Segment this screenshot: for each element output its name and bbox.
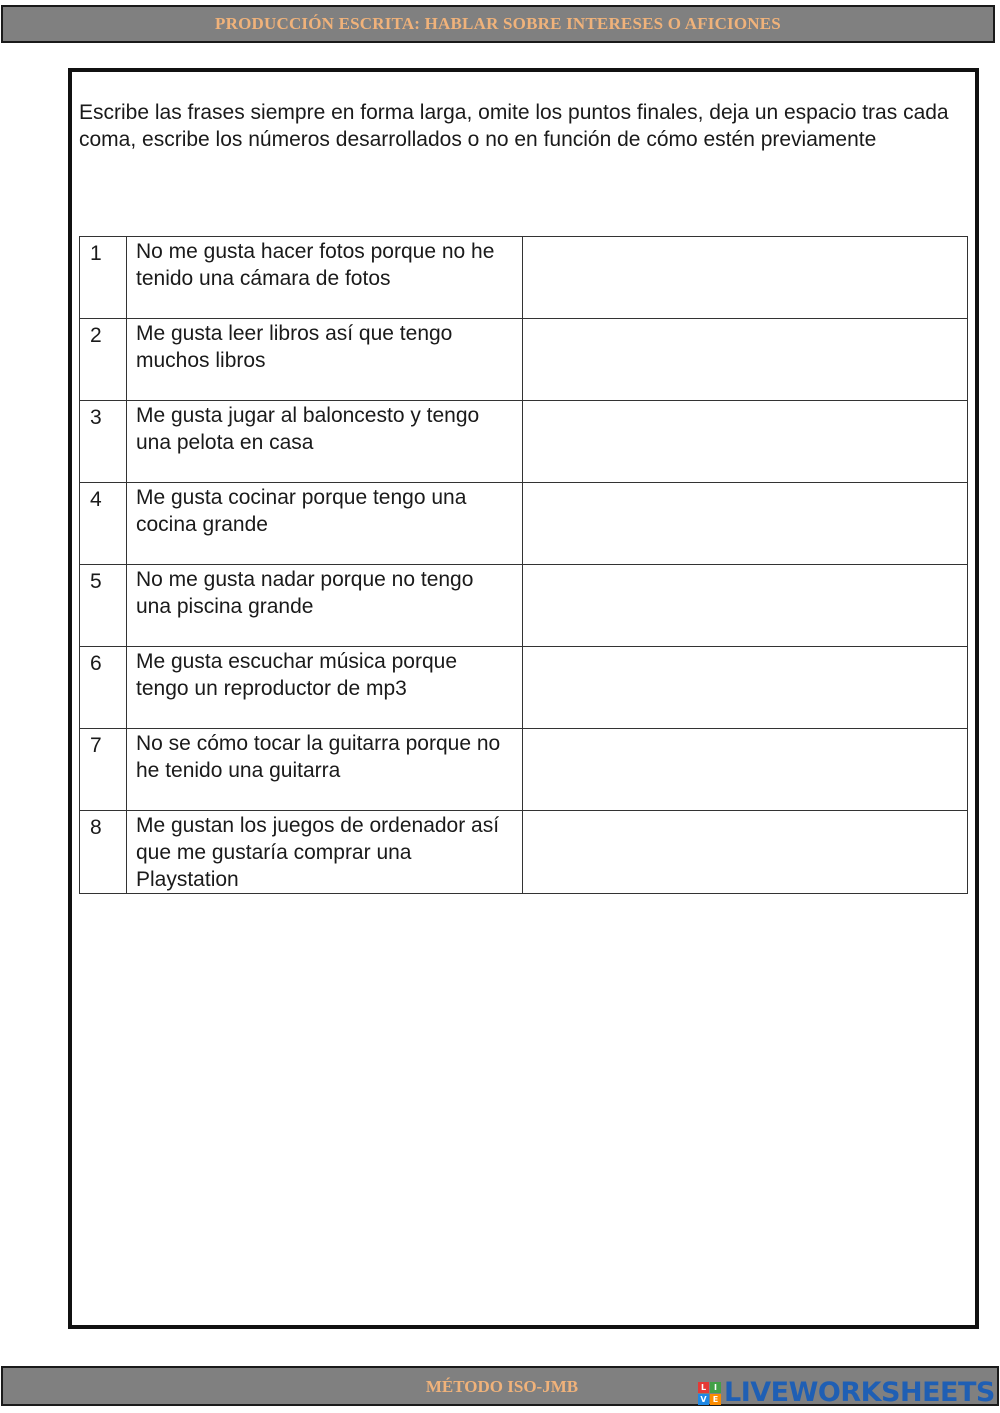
exercise-sentence: Me gusta escuchar música porque tengo un reproductor de mp3: [127, 647, 523, 729]
answer-input[interactable]: [523, 401, 967, 481]
table-row: [80, 565, 968, 647]
answer-cell: [523, 729, 968, 811]
exercise-sentence: No me gusta nadar porque no tengo una piscina grande: [127, 565, 523, 647]
exercise-number: 2: [80, 319, 127, 401]
logo-letter: V: [698, 1394, 709, 1405]
answer-input[interactable]: [523, 565, 967, 645]
answer-cell: [523, 811, 968, 894]
exercise-number: 4: [80, 483, 127, 565]
answer-cell: [523, 565, 968, 647]
logo-letter: E: [710, 1394, 721, 1405]
exercise-sentence: No me gusta hacer fotos porque no he tenido una cámara de fotos: [127, 237, 523, 319]
exercise-number: 7: [80, 729, 127, 811]
answer-cell: [523, 483, 968, 565]
logo-letter: L: [698, 1382, 709, 1393]
answer-cell: [523, 647, 968, 729]
answer-input[interactable]: [523, 319, 967, 399]
exercise-sentence: Me gustan los juegos de ordenador así que me gustaría comprar una Playstation: [127, 811, 523, 894]
table-row: [80, 729, 968, 811]
answer-input[interactable]: [523, 237, 967, 317]
exercise-number: 6: [80, 647, 127, 729]
instructions-text: Escribe las frases siempre en forma larga, omite los puntos finales, deja un espacio tras cada coma, escribe los números desarrollados o no en función de cómo estén previamente: [79, 101, 949, 151]
exercise-sentence: No se cómo tocar la guitarra porque no he tenido una guitarra: [127, 729, 523, 811]
logo-letter: I: [710, 1382, 721, 1393]
exercise-sentence: Me gusta jugar al baloncesto y tengo una pelota en casa: [127, 401, 523, 483]
exercise-number: 8: [80, 811, 127, 894]
footer-title: MÉTODO ISO-JMB: [425, 1377, 579, 1396]
table-row: [80, 483, 968, 565]
exercise-number: 1: [80, 237, 127, 319]
answer-cell: [523, 319, 968, 401]
page-title: PRODUCCIÓN ESCRITA: HABLAR SOBRE INTERESES O AFICIONES: [215, 14, 781, 33]
answer-input[interactable]: [523, 729, 967, 809]
table-row: [80, 237, 968, 319]
exercise-number: 3: [80, 401, 127, 483]
exercise-sentence: Me gusta cocinar porque tengo una cocina grande: [127, 483, 523, 565]
table-row: [80, 401, 968, 483]
answer-cell: [523, 237, 968, 319]
liveworksheets-brand[interactable]: [698, 1378, 995, 1408]
answer-input[interactable]: [523, 483, 967, 563]
answer-input[interactable]: [523, 811, 967, 891]
answer-input[interactable]: [523, 647, 967, 727]
exercise-number: 5: [80, 565, 127, 647]
table-row: [80, 647, 968, 729]
table-row: [80, 811, 968, 894]
answer-cell: [523, 401, 968, 483]
exercise-table: [79, 236, 968, 894]
table-row: [80, 319, 968, 401]
liveworksheets-logo-icon: [698, 1382, 721, 1405]
brand-name: LIVEWORKSHEETS: [724, 1377, 995, 1408]
header-bar: [1, 5, 995, 43]
exercise-sentence: Me gusta leer libros así que tengo muchos libros: [127, 319, 523, 401]
